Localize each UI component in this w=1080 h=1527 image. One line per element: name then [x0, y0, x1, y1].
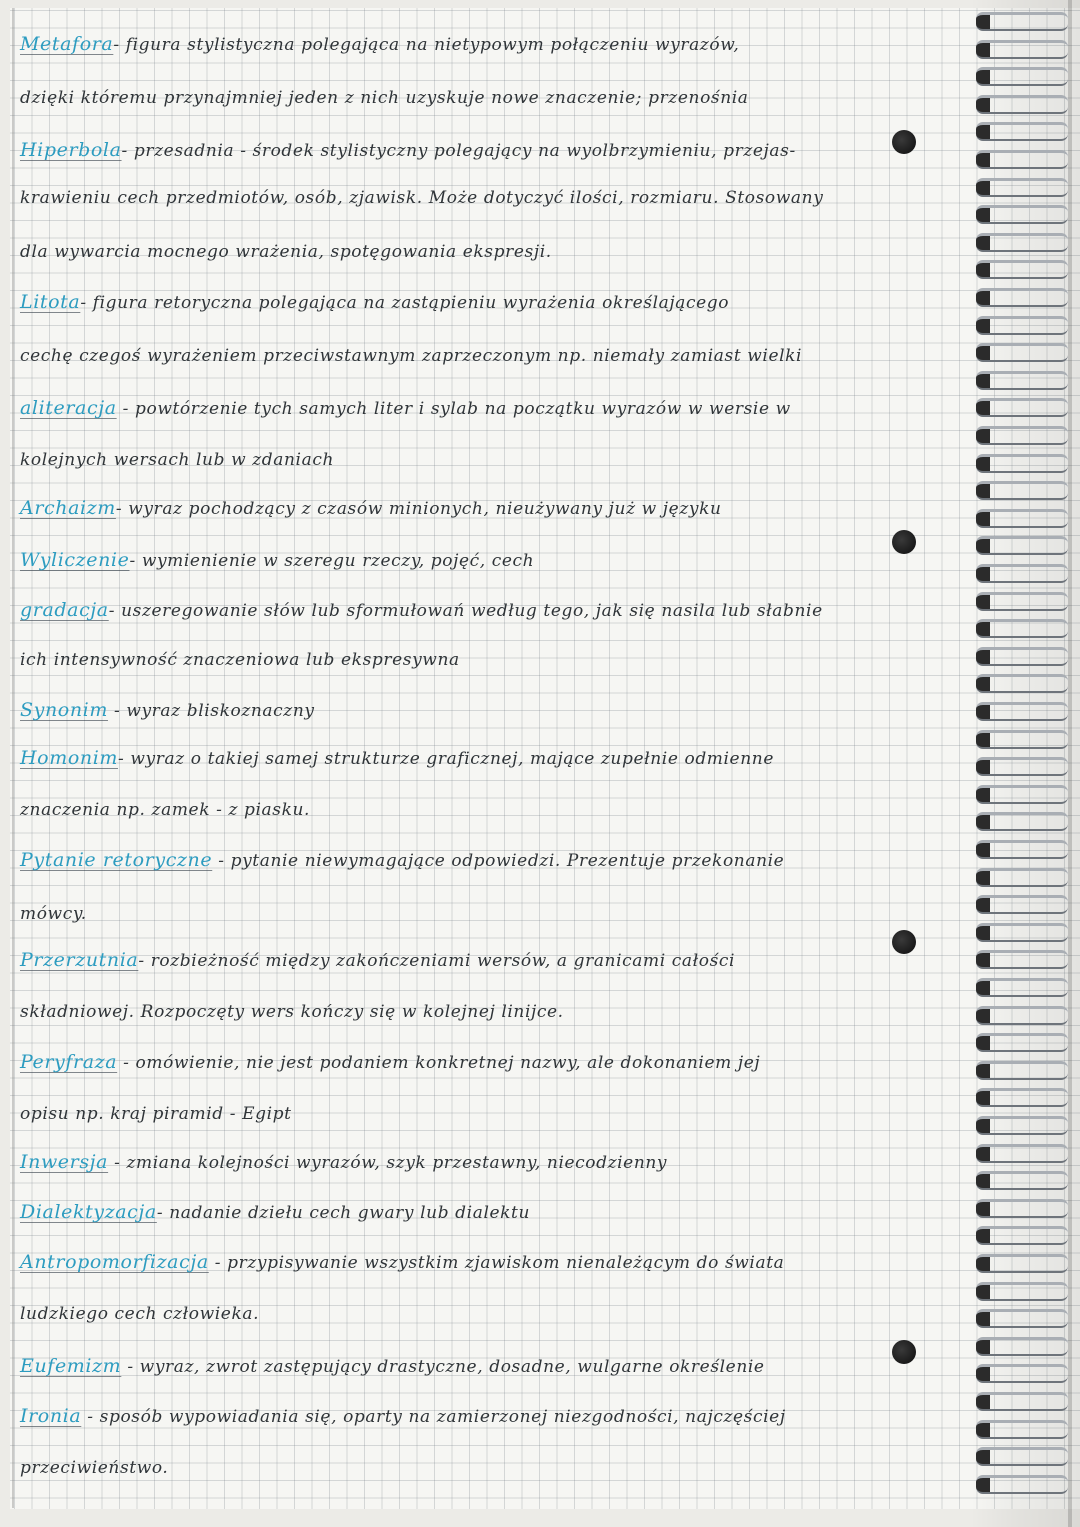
spiral-coil [976, 730, 1068, 749]
spiral-coil [976, 1061, 1068, 1080]
term-separator: - [108, 601, 122, 621]
spiral-coil [976, 40, 1068, 59]
definition-text: dla wywarcia mocnego wrażenia, spotęgowania ekspresji. [20, 242, 552, 262]
page-edge-top [0, 0, 1080, 8]
note-line [20, 32, 739, 57]
page-edge-bottom [0, 1509, 1080, 1527]
term-separator: - [129, 551, 142, 571]
term-label: aliteracja [20, 397, 117, 419]
definition-text: przesadnia - środek stylistyczny polegający na wyolbrzymieniu, przejas- [133, 141, 796, 161]
spiral-coil [976, 481, 1068, 500]
spiral-coil [976, 122, 1068, 141]
term-label: gradacja [20, 599, 109, 621]
spiral-coil [976, 978, 1068, 997]
definition-text: ludzkiego cech człowieka. [20, 1304, 260, 1324]
note-line [20, 1000, 564, 1024]
definition-text: omówienie, nie jest podaniem konkretnej nazwy, ale dokonaniem jej [135, 1053, 761, 1073]
note-line [20, 848, 784, 873]
spiral-coil [976, 1282, 1068, 1301]
spiral-coil [976, 1199, 1068, 1218]
term-separator: - [117, 1053, 136, 1073]
spiral-coil [976, 1006, 1068, 1025]
spiral-coil [976, 454, 1068, 473]
note-line [20, 396, 791, 421]
definition-text: powtórzenie tych samych liter i sylab na początku wyrazów w wersie w [135, 399, 791, 419]
note-line [20, 1102, 292, 1126]
term-separator: - [81, 1407, 100, 1427]
term-separator: - [156, 1203, 170, 1223]
definition-text: ich intensywność znaczeniowa lub ekspresywna [20, 650, 460, 670]
spiral-coil [976, 592, 1068, 611]
spiral-coil [976, 260, 1068, 279]
term-label: Hiperbola [20, 139, 122, 161]
note-line [20, 902, 87, 926]
term-separator: - [121, 141, 134, 161]
definition-text: zmiana kolejności wyrazów, szyk przestawny, niecodzienny [126, 1153, 668, 1173]
term-separator: - [108, 1153, 127, 1173]
note-line [20, 138, 796, 163]
definition-text: figura retoryczna polegająca na zastąpieniu wyrażenia określającego [92, 293, 730, 313]
spiral-coil [976, 1088, 1068, 1107]
note-line [20, 746, 774, 771]
spiral-coil [976, 564, 1068, 583]
definition-text: wyraz, zwrot zastępujący drastyczne, dosadne, wulgarne określenie [139, 1357, 765, 1377]
note-line [20, 548, 534, 573]
punch-hole [892, 530, 916, 554]
term-separator: - [80, 293, 93, 313]
definition-text: krawieniu cech przedmiotów, osób, zjawisk. Może dotyczyć ilości, rozmiaru. Stosowany [20, 188, 824, 208]
note-line [20, 648, 460, 672]
definition-text: pytanie niewymagające odpowiedzi. Prezentuje przekonanie [230, 851, 785, 871]
definition-text: uszeregowanie słów lub sformułowań według tego, jak się nasila lub słabnie [121, 601, 823, 621]
spiral-coil [976, 205, 1068, 224]
term-label: Dialektyzacja [20, 1201, 157, 1223]
definition-text: kolejnych wersach lub w zdaniach [20, 450, 334, 470]
spiral-coil [976, 868, 1068, 887]
note-line [20, 186, 823, 210]
note-line [20, 1354, 765, 1379]
spiral-coil [976, 950, 1068, 969]
spiral-coil [976, 288, 1068, 307]
term-label: Przerzutnia [20, 949, 139, 971]
definition-text: mówcy. [20, 904, 87, 924]
spiral-coil [976, 536, 1068, 555]
term-separator: - [107, 701, 127, 721]
spiral-coil [976, 1116, 1068, 1135]
note-line [20, 1404, 786, 1429]
note-line [20, 798, 310, 822]
definition-text: wyraz pochodzący z czasów minionych, nieużywany już w języku [128, 499, 722, 519]
note-line [20, 948, 735, 973]
definition-text: opisu np. kraj piramid - Egipt [20, 1104, 292, 1124]
spiral-coil [976, 1337, 1068, 1356]
note-line [20, 290, 729, 315]
spiral-coil [976, 509, 1068, 528]
spiral-coil [976, 233, 1068, 252]
spiral-coil [976, 757, 1068, 776]
spiral-coil [976, 895, 1068, 914]
spiral-binding [970, 0, 1080, 1527]
spiral-coil [976, 1144, 1068, 1163]
spiral-coil [976, 923, 1068, 942]
definition-text: sposób wypowiadania się, oparty na zamierzonej niezgodności, najczęściej [99, 1407, 786, 1427]
note-line [20, 1150, 667, 1175]
definition-text: wyraz o takiej samej strukturze graficznej, mające zupełnie odmienne [130, 749, 774, 769]
binding-edge [1068, 0, 1072, 1527]
spiral-coil [976, 426, 1068, 445]
term-label: Homonim [20, 747, 118, 769]
spiral-coil [976, 371, 1068, 390]
definition-text: przeciwieństwo. [20, 1458, 169, 1478]
spiral-coil [976, 812, 1068, 831]
spiral-coil [976, 1364, 1068, 1383]
term-label: Metafora [20, 33, 114, 55]
note-line [20, 496, 722, 521]
term-separator: - [212, 851, 231, 871]
spiral-coil [976, 1420, 1068, 1439]
spiral-coil [976, 1475, 1068, 1494]
definition-text: cechę czegoś wyrażeniem przeciwstawnym zaprzeczonym np. niemały zamiast wielki [20, 346, 803, 366]
spiral-coil [976, 150, 1068, 169]
spiral-coil [976, 674, 1068, 693]
note-line [20, 240, 552, 264]
note-line [20, 598, 823, 623]
spiral-coil [976, 1447, 1068, 1466]
spiral-coil [976, 1171, 1068, 1190]
term-label: Litota [20, 291, 81, 313]
note-line [20, 1250, 784, 1275]
term-label: Pytanie retoryczne [20, 849, 213, 871]
note-line [20, 86, 749, 110]
page-edge-left [0, 0, 10, 1527]
term-separator: - [113, 35, 126, 55]
spiral-coil [976, 840, 1068, 859]
term-label: Eufemizm [20, 1355, 122, 1377]
spiral-coil [976, 12, 1068, 31]
note-line [20, 698, 315, 723]
definition-text: rozbieżność między zakończeniami wersów, a granicami całości [150, 951, 736, 971]
term-separator: - [138, 951, 151, 971]
spiral-coil [976, 1309, 1068, 1328]
definition-text: wymienienie w szeregu rzeczy, pojęć, cech [141, 551, 535, 571]
term-label: Peryfraza [20, 1051, 118, 1073]
spiral-coil [976, 1392, 1068, 1411]
spiral-coil [976, 178, 1068, 197]
spiral-coil [976, 1033, 1068, 1052]
term-separator: - [208, 1253, 228, 1273]
spiral-coil [976, 95, 1068, 114]
term-label: Archaizm [20, 497, 116, 519]
spiral-coil [976, 316, 1068, 335]
term-label: Wyliczenie [20, 549, 130, 571]
punch-hole [892, 130, 916, 154]
definition-text: nadanie dziełu cech gwary lub dialektu [169, 1203, 531, 1223]
term-separator: - [116, 399, 135, 419]
definition-text: figura stylistyczna polegająca na nietypowym połączeniu wyrazów, [125, 35, 740, 55]
spiral-coil [976, 67, 1068, 86]
spiral-coil [976, 785, 1068, 804]
term-label: Antropomorfizacja [20, 1251, 209, 1273]
spiral-coil [976, 1254, 1068, 1273]
spiral-coil [976, 343, 1068, 362]
note-line [20, 1050, 760, 1075]
definition-text: składniowej. Rozpoczęty wers kończy się w kolejnej linijce. [20, 1002, 564, 1022]
definition-text: znaczenia np. zamek - z piasku. [20, 800, 311, 820]
term-separator: - [121, 1357, 140, 1377]
term-label: Inwersja [20, 1151, 109, 1173]
spiral-coil [976, 619, 1068, 638]
spiral-coil [976, 702, 1068, 721]
definition-text: wyraz bliskoznaczny [126, 701, 315, 721]
definition-text: dzięki któremu przynajmniej jeden z nich uzyskuje nowe znaczenie; przenośnia [20, 88, 749, 108]
punch-hole [892, 930, 916, 954]
note-line [20, 1302, 259, 1326]
term-label: Ironia [20, 1405, 82, 1427]
punch-hole [892, 1340, 916, 1364]
note-line [20, 448, 334, 472]
note-line [20, 1200, 530, 1225]
note-line [20, 344, 802, 368]
margin-line [12, 8, 14, 1508]
definition-text: przypisywanie wszystkim zjawiskom nienależącym do świata [227, 1253, 785, 1273]
spiral-coil [976, 1226, 1068, 1245]
term-separator: - [115, 499, 129, 519]
term-label: Synonim [20, 699, 108, 721]
spiral-coil [976, 647, 1068, 666]
handwritten-notes [20, 14, 970, 1494]
note-line [20, 1456, 168, 1480]
spiral-coil [976, 398, 1068, 417]
term-separator: - [118, 749, 131, 769]
